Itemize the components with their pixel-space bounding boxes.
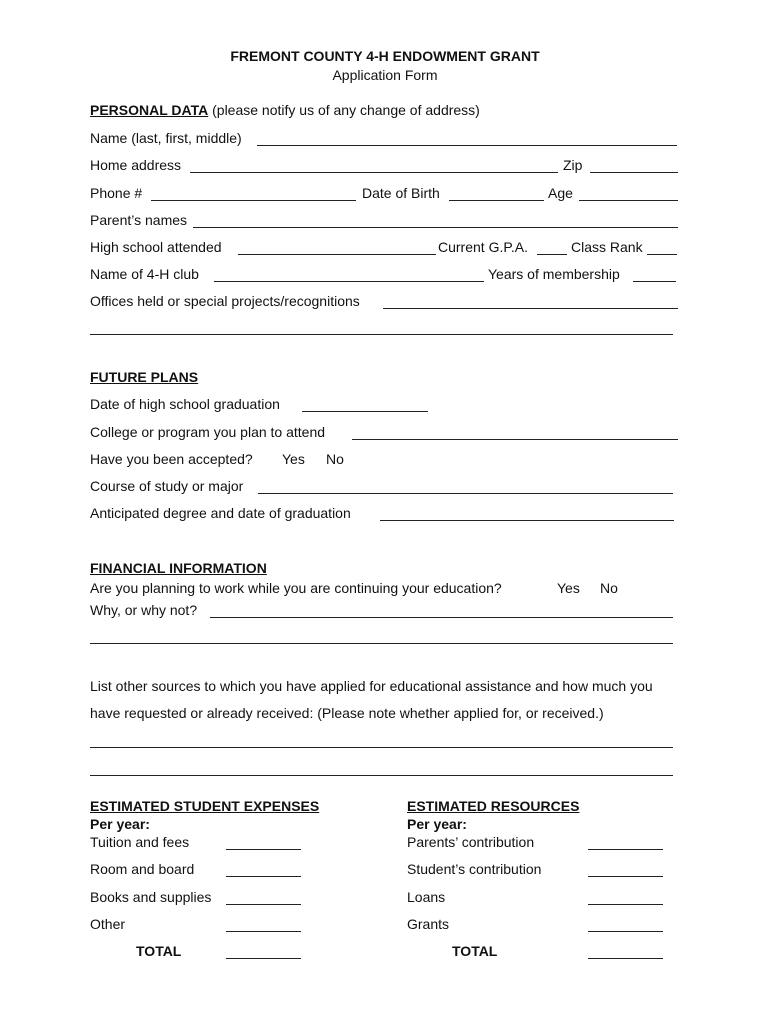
- high-school-label: High school attended: [90, 239, 222, 255]
- graduation-date-field[interactable]: [302, 411, 428, 412]
- form-title: FREMONT COUNTY 4-H ENDOWMENT GRANT: [230, 48, 540, 64]
- dob-label: Date of Birth: [362, 185, 440, 201]
- parents-label: Parent’s names: [90, 212, 188, 228]
- resource-student-field[interactable]: [588, 876, 663, 877]
- expense-item-label: Other: [90, 916, 126, 932]
- resource-parents-field[interactable]: [588, 849, 663, 850]
- name-label: Name (last, first, middle): [90, 130, 242, 146]
- expenses-per-year: Per year:: [90, 816, 150, 832]
- club-label: Name of 4-H club: [90, 266, 199, 282]
- personal-data-heading: PERSONAL DATA: [90, 102, 209, 118]
- resource-item-label: Student’s contribution: [407, 861, 542, 877]
- offices-field[interactable]: [383, 308, 678, 309]
- resources-heading: ESTIMATED RESOURCES: [407, 798, 580, 814]
- degree-label: Anticipated degree and date of graduation: [90, 505, 351, 521]
- age-field[interactable]: [579, 200, 678, 201]
- expenses-total-label: TOTAL: [136, 943, 182, 959]
- course-field[interactable]: [258, 493, 673, 494]
- course-label: Course of study or major: [90, 478, 244, 494]
- personal-data-heading-row: [90, 101, 480, 119]
- expenses-total-field[interactable]: [226, 958, 301, 959]
- expenses-heading: ESTIMATED STUDENT EXPENSES: [90, 798, 320, 814]
- dob-field[interactable]: [449, 200, 544, 201]
- why-field-line-2[interactable]: [90, 643, 673, 644]
- resource-item-label: Grants: [407, 916, 450, 932]
- resource-item-label: Parents’ contribution: [407, 834, 535, 850]
- high-school-field[interactable]: [238, 254, 436, 255]
- accepted-label: Have you been accepted?: [90, 451, 253, 467]
- offices-field-line-2[interactable]: [90, 334, 673, 335]
- sources-field-line-2[interactable]: [90, 775, 673, 776]
- expense-books-field[interactable]: [226, 904, 301, 905]
- work-no-option[interactable]: No: [600, 580, 618, 596]
- phone-label: Phone #: [90, 185, 143, 201]
- home-address-label: Home address: [90, 157, 182, 173]
- resource-loans-field[interactable]: [588, 904, 663, 905]
- resource-grants-field[interactable]: [588, 931, 663, 932]
- form-subtitle: Application Form: [332, 67, 438, 83]
- gpa-label: Current G.P.A.: [438, 239, 529, 255]
- accepted-yes-option[interactable]: Yes: [282, 451, 305, 467]
- work-question: Are you planning to work while you are continuing your education?: [90, 580, 502, 596]
- sources-field-line-1[interactable]: [90, 747, 673, 748]
- accepted-no-option[interactable]: No: [326, 451, 344, 467]
- zip-label: Zip: [563, 157, 583, 173]
- expense-tuition-field[interactable]: [226, 849, 301, 850]
- home-address-field[interactable]: [190, 172, 558, 173]
- expense-item-label: Books and supplies: [90, 889, 212, 905]
- expense-room-field[interactable]: [226, 876, 301, 877]
- work-yes-option[interactable]: Yes: [557, 580, 580, 596]
- offices-label: Offices held or special projects/recognitions: [90, 293, 360, 309]
- college-field[interactable]: [352, 439, 678, 440]
- sources-text-line-2: have requested or already received: (Please note whether applied for, or received.): [90, 705, 604, 721]
- zip-field[interactable]: [590, 172, 678, 173]
- expense-other-field[interactable]: [226, 931, 301, 932]
- class-rank-field[interactable]: [647, 254, 677, 255]
- parents-field[interactable]: [193, 227, 678, 228]
- club-field[interactable]: [214, 281, 484, 282]
- name-field[interactable]: [257, 145, 677, 146]
- membership-field[interactable]: [633, 281, 676, 282]
- expense-item-label: Room and board: [90, 861, 195, 877]
- membership-label: Years of membership: [488, 266, 620, 282]
- accepted-row: [90, 450, 253, 468]
- college-label: College or program you plan to attend: [90, 424, 326, 440]
- class-rank-label: Class Rank: [571, 239, 643, 255]
- why-label: Why, or why not?: [90, 602, 198, 618]
- financial-heading: FINANCIAL INFORMATION: [90, 560, 267, 576]
- age-label: Age: [548, 185, 573, 201]
- resource-item-label: Loans: [407, 889, 446, 905]
- resources-total-label: TOTAL: [452, 943, 498, 959]
- personal-data-note: (please notify us of any change of address): [212, 102, 480, 118]
- gpa-field[interactable]: [537, 254, 567, 255]
- expense-item-label: Tuition and fees: [90, 834, 190, 850]
- resources-per-year: Per year:: [407, 816, 467, 832]
- degree-field[interactable]: [380, 520, 674, 521]
- resources-total-field[interactable]: [588, 958, 663, 959]
- future-plans-heading: FUTURE PLANS: [90, 369, 199, 385]
- graduation-date-label: Date of high school graduation: [90, 396, 280, 412]
- phone-field[interactable]: [151, 200, 356, 201]
- sources-text-line-1: List other sources to which you have applied for educational assistance and how much you: [90, 678, 653, 694]
- why-field[interactable]: [210, 617, 673, 618]
